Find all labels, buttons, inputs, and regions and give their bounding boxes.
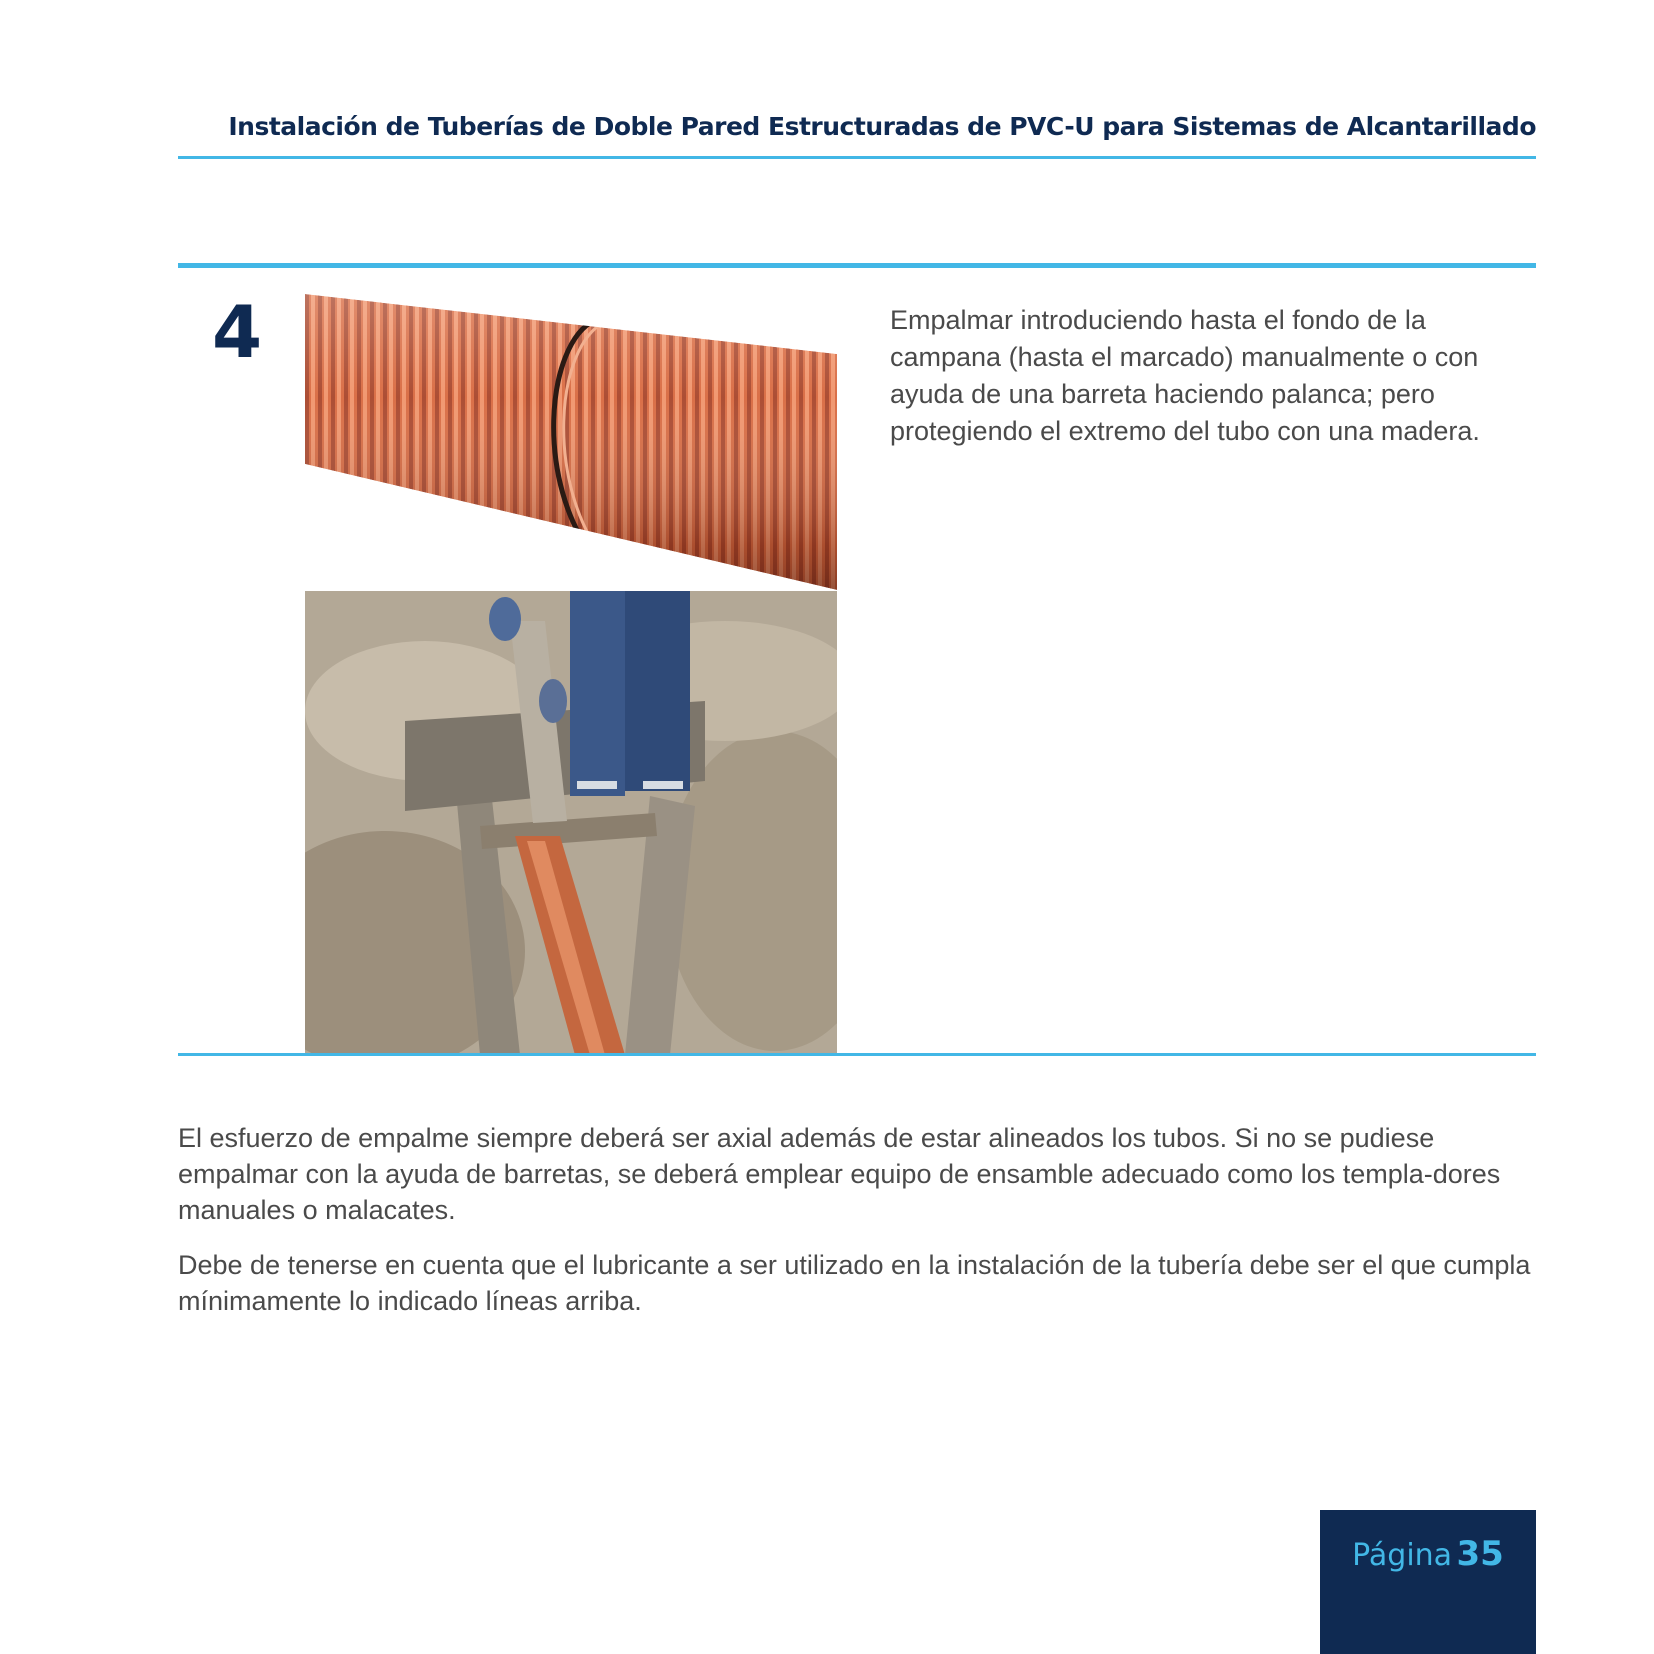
page-number: 35 — [1456, 1534, 1504, 1574]
pipe-illustration — [305, 284, 837, 590]
body-paragraph-1: El esfuerzo de empalme siempre deberá ser axial además de estar alineados los tubos. Si no se pudiese empalmar con la ayuda de barretas, se deberá emplear equipo de ensamble adecuado como los templa-dores manuales o malacates. — [178, 1123, 1501, 1225]
document-header-title: Instalación de Tuberías de Doble Pared Estructuradas de PVC-U para Sistemas de Alcantarillado — [228, 112, 1536, 141]
trench-illustration — [305, 591, 837, 1055]
header-divider — [178, 156, 1536, 159]
step-instruction: Empalmar introduciendo hasta el fondo de la campana (hasta el marcado) manualmente o con ayuda de una barreta haciendo palanca; pero protegiendo el extremo del tubo con una madera. — [890, 305, 1480, 446]
step-top-divider — [178, 263, 1536, 268]
corrugated-pipe-joint-photo — [305, 284, 837, 590]
body-paragraph-2: Debe de tenerse en cuenta que el lubricante a ser utilizado en la instalación de la tubería debe ser el que cumpla mínimamente lo indicado líneas arriba. — [178, 1250, 1531, 1316]
page-label: Página — [1352, 1538, 1453, 1573]
trench-pipe-installation-photo — [305, 591, 837, 1055]
step-number: 4 — [212, 290, 263, 374]
step-bottom-divider — [178, 1053, 1536, 1056]
page-number-badge — [1320, 1510, 1536, 1654]
